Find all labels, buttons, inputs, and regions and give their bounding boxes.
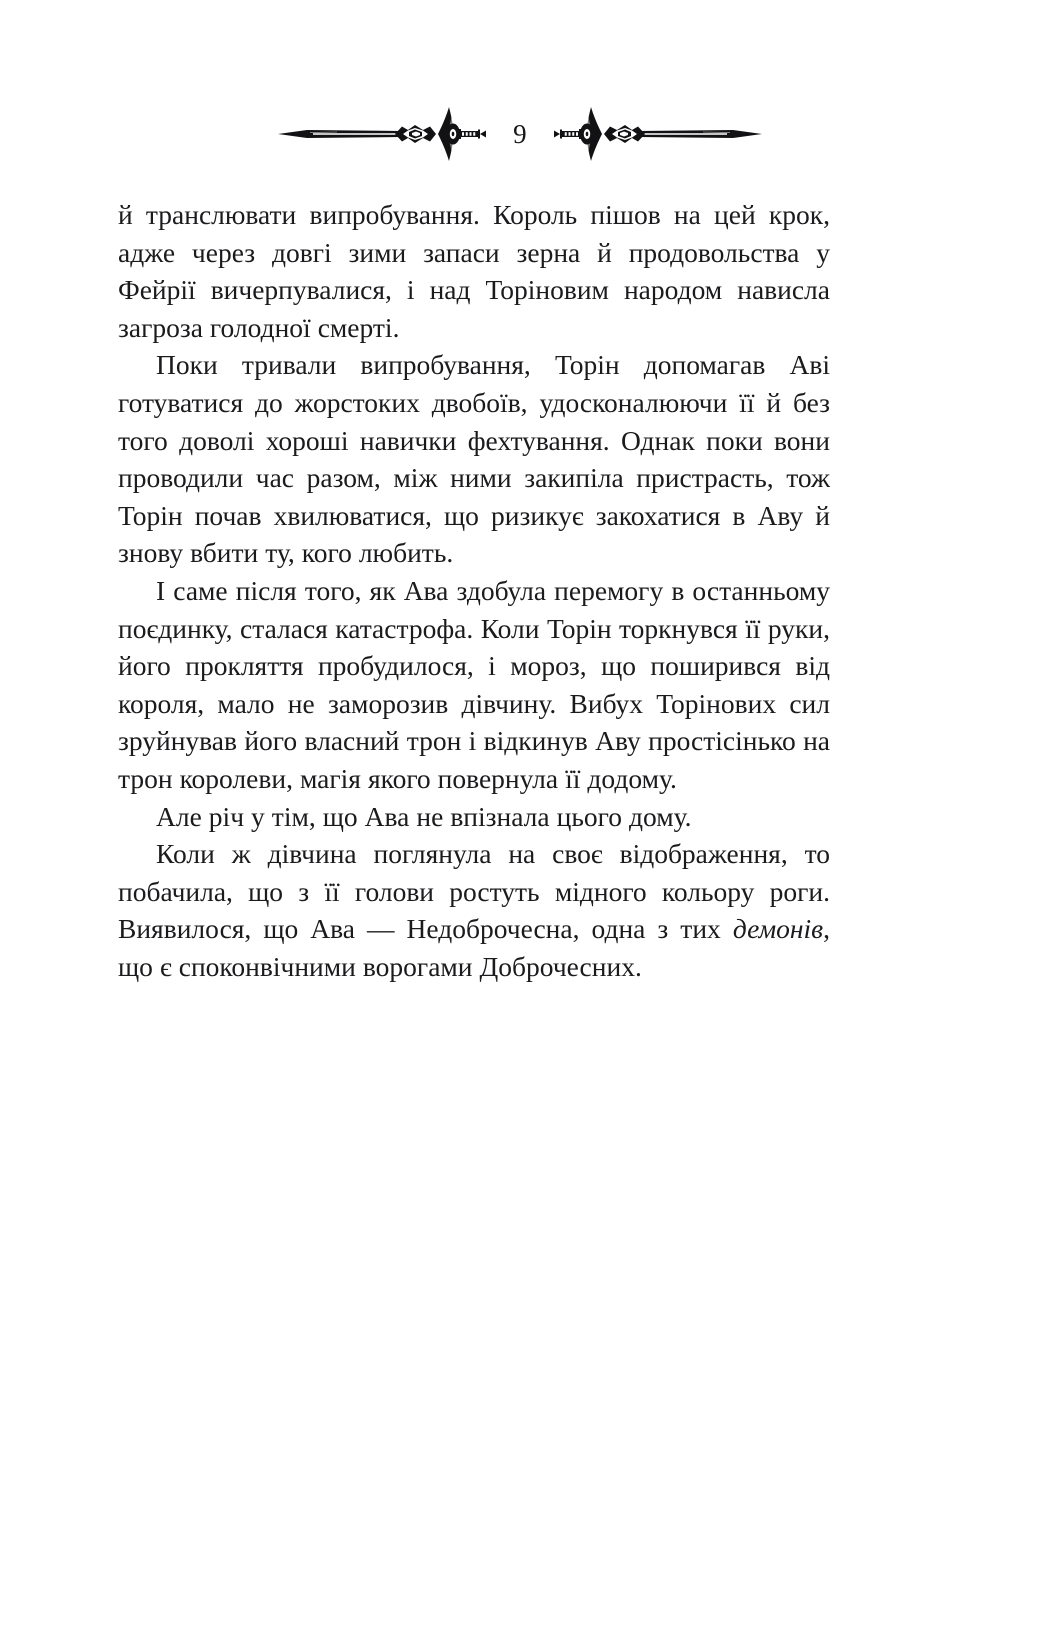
- paragraph-5-italic-term: демонів: [732, 913, 824, 945]
- paragraph-5-text-after-italic: , що є споконвічними ворогами Доброчесних.: [118, 913, 830, 982]
- sword-ornament-right: [553, 106, 763, 162]
- paragraph-5: [118, 835, 830, 985]
- page-number: 9: [513, 118, 527, 149]
- page-header-ornament-band: [0, 104, 1040, 164]
- paragraph-1: й транслювати випробування. Король пішов на цей крок, адже через довгі зими запаси зерна й продовольства у Фейрії вичерпувалися, і над Торіновим народом нависла загроза голодної смерті.: [118, 199, 830, 343]
- paragraph-5-text-before-italic: Коли ж дівчина поглянула на своє відображення, то побачила, що з її голови ростуть мідного кольору роги. Виявилося, що Ава — Недоброчесна, одна з тих: [118, 838, 830, 945]
- sword-ornament-left: [277, 106, 487, 162]
- paragraph-4: Але річ у тім, що Ава не впізнала цього дому.: [156, 800, 692, 832]
- body-text-block: [118, 196, 830, 985]
- paragraph-2: Поки тривали випробування, Торін допомагав Аві готуватися до жорстоких двобоїв, удосконалюючи її й без того доволі хороші навички фехтування. Однак поки вони проводили час разом, між ними закипіла пристрасть, тож Торін почав хвилюватися, що ризикує закохатися в Аву й знову вбити ту, кого любить.: [118, 349, 830, 569]
- paragraph-3: І саме після того, як Ава здобула перемогу в останньому поєдинку, сталася катастрофа. Коли Торін торкнувся її руки, його прокляття пробудилося, і мороз, що поширився від короля, мало не заморозив дівчину. Вибух Торінових сил зруйнував його власний трон і відкинув Аву простісінько на трон королеви, магія якого повернула її додому.: [118, 574, 830, 794]
